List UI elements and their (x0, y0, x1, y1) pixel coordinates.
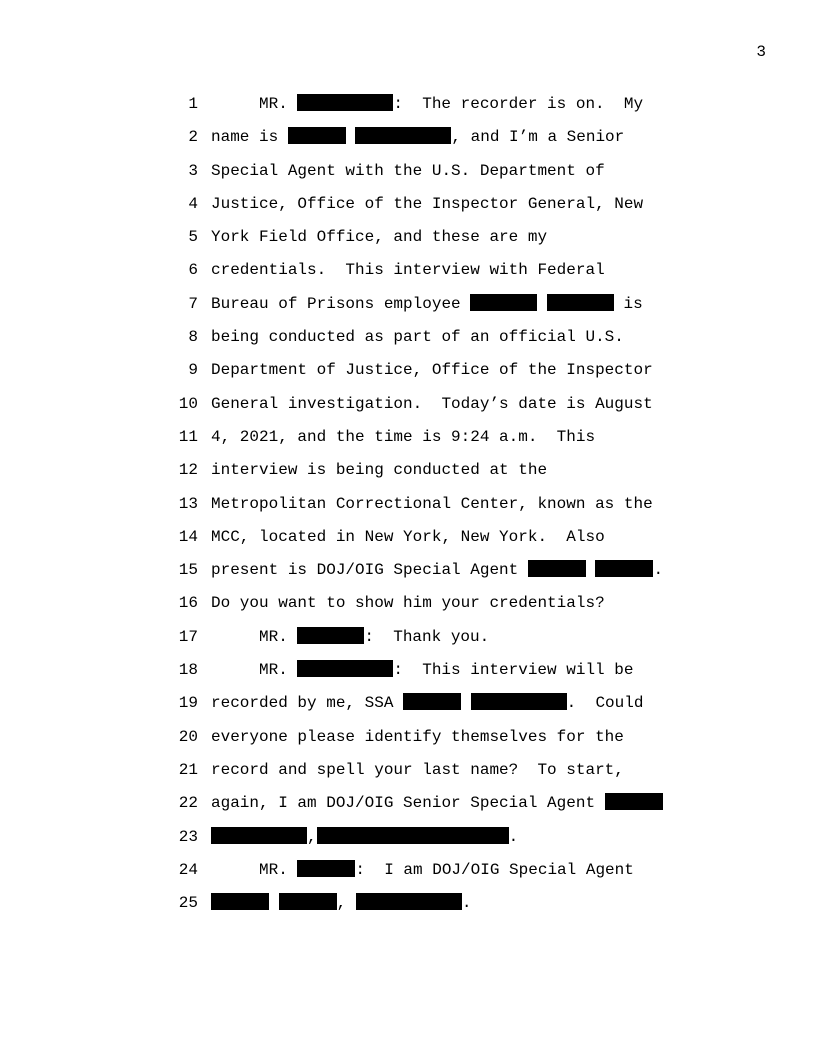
line-text (211, 424, 595, 450)
text-segment (461, 694, 471, 712)
line-text (211, 257, 605, 283)
page-number: 3 (756, 43, 766, 61)
text-segment: , (307, 827, 317, 846)
text-segment: present is DOJ/OIG Special Agent (211, 561, 528, 580)
text-segment: name is (211, 128, 288, 147)
line-number: 16 (178, 594, 198, 613)
line-number: 13 (178, 494, 198, 513)
transcript-line (0, 757, 816, 790)
transcript-line (0, 890, 816, 923)
text-segment: again, I am DOJ/OIG Senior Special Agent (211, 794, 605, 813)
redaction-box (356, 893, 462, 910)
text-segment: : This interview will be (393, 661, 634, 680)
line-text (211, 457, 547, 483)
redaction-box (211, 893, 269, 910)
transcript-line (0, 557, 816, 590)
text-segment: . (461, 894, 472, 913)
redaction-box (297, 627, 364, 644)
line-text (211, 757, 624, 783)
line-number: 10 (178, 394, 198, 413)
line-text (211, 524, 605, 550)
text-segment: . (653, 561, 664, 580)
text-segment: interview is being conducted at the (211, 461, 548, 480)
line-number: 25 (178, 894, 198, 913)
line-text (211, 124, 624, 150)
line-text (211, 324, 624, 350)
text-segment: : I am DOJ/OIG Special Agent (355, 860, 634, 879)
text-segment (269, 894, 279, 912)
line-number: 4 (188, 194, 198, 213)
text-segment: credentials. This interview with Federal (211, 261, 605, 280)
line-number: 22 (178, 794, 198, 813)
line-number: 6 (188, 261, 198, 280)
text-segment: MR. (259, 95, 298, 113)
line-number: 23 (178, 827, 198, 846)
redaction-box (605, 793, 663, 810)
transcript-line (0, 724, 816, 757)
transcript-line (0, 224, 816, 257)
text-segment: Justice, Office of the Inspector General, New (211, 194, 644, 213)
text-segment: . (508, 827, 519, 846)
transcript-line (0, 391, 816, 424)
redaction-box (528, 560, 586, 577)
text-segment: 4, 2021, and the time is 9:24 a.m. This (211, 427, 596, 446)
line-number: 15 (178, 561, 198, 580)
text-segment: is (613, 294, 643, 313)
line-number: 3 (188, 161, 198, 180)
redaction-box (297, 860, 355, 877)
line-number: 14 (178, 527, 198, 546)
transcript-line (0, 690, 816, 723)
redaction-box (355, 127, 451, 144)
transcript-line (0, 291, 816, 324)
line-text (211, 590, 605, 616)
redaction-box (470, 294, 537, 311)
transcript-line (0, 158, 816, 191)
line-text (211, 890, 471, 916)
line-number: 21 (178, 760, 198, 779)
text-segment: York Field Office, and these are my (211, 228, 548, 247)
text-segment: , (336, 894, 356, 913)
transcript-line (0, 91, 816, 124)
text-segment: : Thank you. (364, 627, 490, 646)
line-text (259, 657, 633, 683)
line-number: 11 (178, 427, 198, 446)
redaction-box (297, 660, 393, 677)
transcript-line (0, 824, 816, 857)
text-segment: record and spell your last name? To start, (211, 760, 624, 779)
line-number: 17 (178, 627, 198, 646)
text-segment: MR. (259, 661, 298, 680)
line-text (211, 824, 518, 850)
transcript-line (0, 857, 816, 890)
transcript-line (0, 590, 816, 623)
transcript-line (0, 524, 816, 557)
transcript-line (0, 191, 816, 224)
line-text (211, 158, 605, 184)
line-text (211, 690, 643, 716)
text-segment: General investigation. Today’s date is August (211, 394, 653, 413)
line-text (259, 857, 634, 883)
line-number: 12 (178, 461, 198, 480)
redaction-box (211, 827, 307, 844)
redaction-box (279, 893, 337, 910)
line-text (211, 291, 643, 317)
redaction-box (471, 693, 567, 710)
redaction-box (288, 127, 346, 144)
redaction-box (547, 294, 614, 311)
text-segment: MCC, located in New York, New York. Also (211, 527, 605, 546)
line-number: 18 (178, 661, 198, 680)
line-number: 5 (188, 228, 198, 247)
transcript-line (0, 424, 816, 457)
redaction-box (297, 94, 393, 111)
redaction-box (403, 693, 461, 710)
line-text (259, 624, 489, 650)
text-segment: Metropolitan Correctional Center, known as the (211, 494, 653, 513)
text-segment: Department of Justice, Office of the Inspector (211, 361, 653, 380)
text-segment: MR. (259, 860, 298, 879)
transcript-line (0, 457, 816, 490)
transcript-line (0, 624, 816, 657)
line-number: 20 (178, 727, 198, 746)
redaction-box (317, 827, 509, 844)
transcript-line (0, 657, 816, 690)
line-number: 19 (178, 694, 198, 713)
transcript-line (0, 357, 816, 390)
redaction-box (595, 560, 653, 577)
transcript-line (0, 124, 816, 157)
transcript-line (0, 257, 816, 290)
text-segment: MR. (259, 627, 298, 646)
line-text (211, 557, 663, 583)
line-text (211, 357, 653, 383)
line-number: 8 (188, 328, 198, 347)
text-segment (537, 295, 547, 313)
text-segment: : The recorder is on. My (393, 95, 644, 113)
text-segment: Do you want to show him your credentials? (211, 594, 605, 613)
line-number: 2 (188, 128, 198, 147)
line-number: 7 (188, 294, 198, 313)
line-text (211, 391, 653, 417)
transcript-body (0, 91, 816, 923)
text-segment: Special Agent with the U.S. Department of (211, 161, 605, 180)
text-segment: Bureau of Prisons employee (211, 294, 471, 313)
line-number: 24 (178, 860, 198, 879)
text-segment: being conducted as part of an official U.S. (211, 328, 624, 347)
line-text (259, 91, 643, 117)
line-text (211, 724, 624, 750)
transcript-line (0, 790, 816, 823)
line-number: 1 (188, 95, 198, 113)
transcript-line (0, 324, 816, 357)
text-segment: , and I’m a Senior (451, 128, 625, 147)
text-segment: . Could (566, 694, 644, 713)
line-number: 9 (188, 361, 198, 380)
line-text (211, 491, 653, 517)
text-segment: recorded by me, SSA (211, 694, 404, 713)
line-text (211, 224, 547, 250)
text-segment (586, 561, 596, 579)
text-segment: everyone please identify themselves for the (211, 727, 624, 746)
line-text (211, 191, 643, 217)
text-segment (346, 128, 356, 146)
transcript-line (0, 491, 816, 524)
line-text (211, 790, 663, 816)
